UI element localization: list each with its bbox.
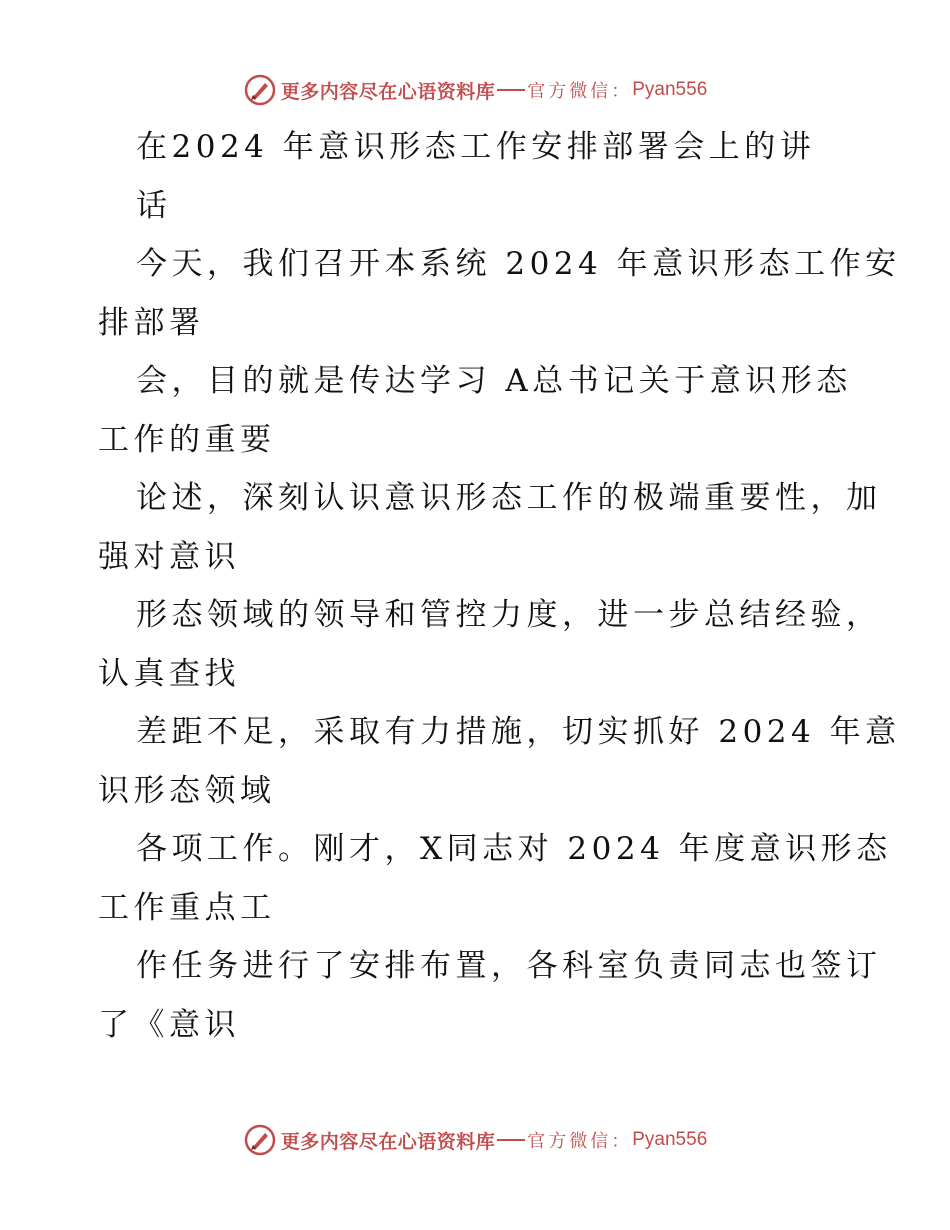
text-line: 强对意识 [98,538,240,575]
brand-text: 更多内容尽在心语资料库 [280,1130,496,1153]
text-line: 识形态领域 [98,772,276,809]
text-line: 作任务进行了安排布置，各科室负责同志也签订 [136,948,882,984]
text-line: 今天，我们召开本系统 2024 年意识形态工作安 [136,246,901,282]
banner-divider [497,89,525,91]
footer-watermark-banner [0,1120,950,1160]
brand-text: 更多内容尽在心语资料库 [280,80,496,103]
official-wechat-label: 官方微信： [527,81,633,102]
wechat-id: Pyan556 [632,1129,708,1150]
text-line: 差距不足，采取有力措施，切实抓好 2024 年意 [136,714,901,750]
header-watermark-banner [0,70,950,110]
text-line: 会，目的就是传达学习 A总书记关于意识形态 [136,363,852,399]
wechat-id: Pyan556 [632,79,708,100]
text-line: 在2024 年意识形态工作安排部署会上的讲 [136,129,816,165]
text-line: 各项工作。刚才，X同志对 2024 年度意识形态 [136,831,892,867]
text-line: 论述，深刻认识意识形态工作的极端重要性，加 [136,480,882,516]
text-line: 话 [136,187,172,224]
text-line: 认真查找 [98,655,240,692]
banner-divider [497,1139,525,1141]
text-line: 排部署 [98,304,205,341]
text-line: 工作的重要 [98,421,276,458]
document-body [98,118,901,1054]
pen-logo-icon [243,73,277,107]
text-line: 形态领域的领导和管控力度，进一步总结经验， [136,597,882,633]
text-line: 了《意识 [98,1006,240,1043]
official-wechat-label: 官方微信： [527,1131,633,1152]
pen-logo-icon [243,1123,277,1157]
text-line: 工作重点工 [98,889,276,926]
